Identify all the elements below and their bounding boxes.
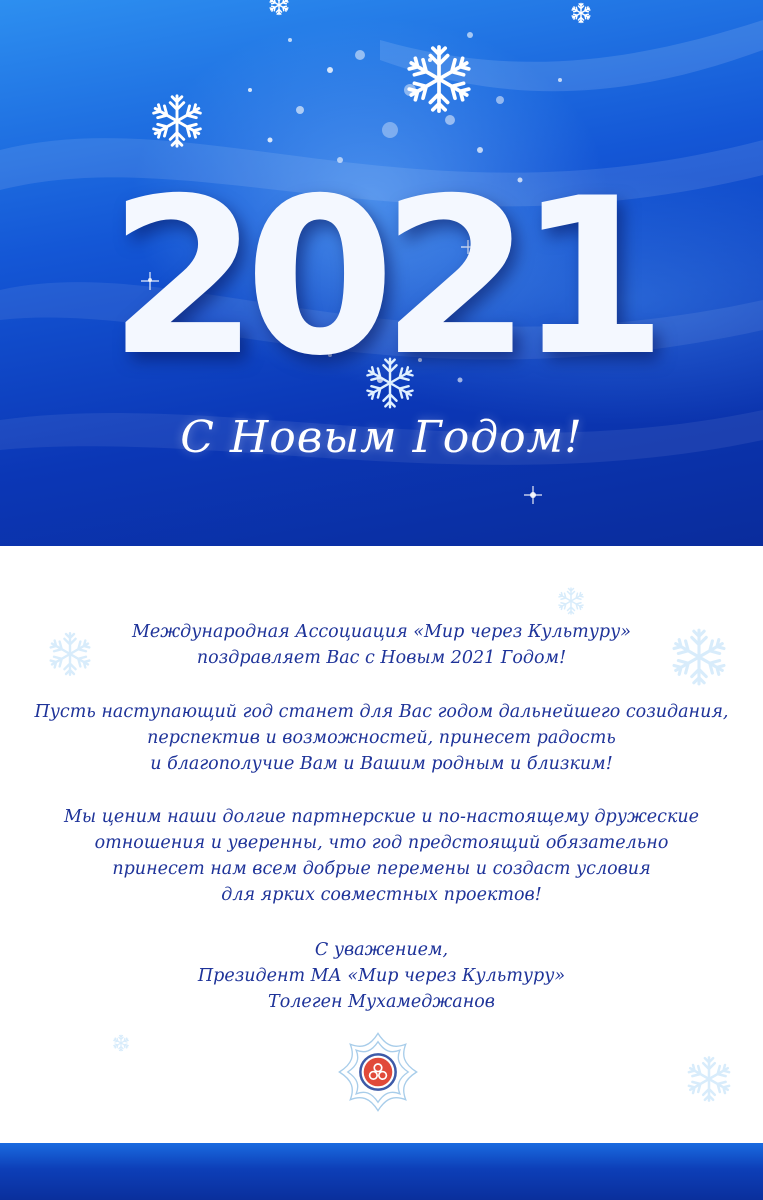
message-line: Международная Ассоциация «Мир через Культуру»	[132, 622, 631, 642]
snowflake-icon	[362, 355, 418, 411]
footer-band	[0, 1143, 763, 1200]
signature-closing: С уважением,	[314, 940, 449, 960]
message-line: Мы ценим наши долгие партнерские и по-настоящему дружеские	[63, 807, 700, 827]
snowflake-icon	[684, 1054, 734, 1104]
message-line: и благополучие Вам и Вашим родным и близким!	[150, 754, 613, 774]
message-line: принесет нам всем добрые перемены и создаст условия	[112, 859, 651, 879]
message-line: поздравляет Вас с Новым 2021 Годом!	[196, 648, 567, 668]
snowflake-icon	[556, 586, 586, 616]
year-text: 2021	[108, 152, 654, 380]
association-emblem	[336, 1030, 420, 1114]
snowflake-icon	[402, 42, 476, 116]
message-line: Пусть наступающий год станет для Вас годом дальнейшего созидания,	[34, 702, 729, 722]
message-line: отношения и уверенны, что год предстоящий обязательно	[94, 833, 669, 853]
greeting-title: С Новым Годом!	[180, 412, 583, 463]
signature-block	[0, 937, 763, 1015]
snowflake-icon	[264, 0, 294, 16]
message-wishes	[0, 699, 763, 777]
snowflake-icon	[570, 2, 592, 24]
message-line: перспектив и возможностей, принесет радость	[147, 728, 616, 748]
snowflake-icon	[112, 1034, 130, 1052]
signature-name: Толеген Мухамеджанов	[268, 992, 495, 1012]
year-2021-graphic	[0, 140, 763, 380]
message-line: для ярких совместных проектов!	[221, 885, 542, 905]
signature-title: Президент МА «Мир через Культуру»	[197, 966, 566, 986]
message-intro	[0, 619, 763, 671]
message-partnership	[0, 804, 763, 908]
hero-banner	[0, 0, 763, 546]
